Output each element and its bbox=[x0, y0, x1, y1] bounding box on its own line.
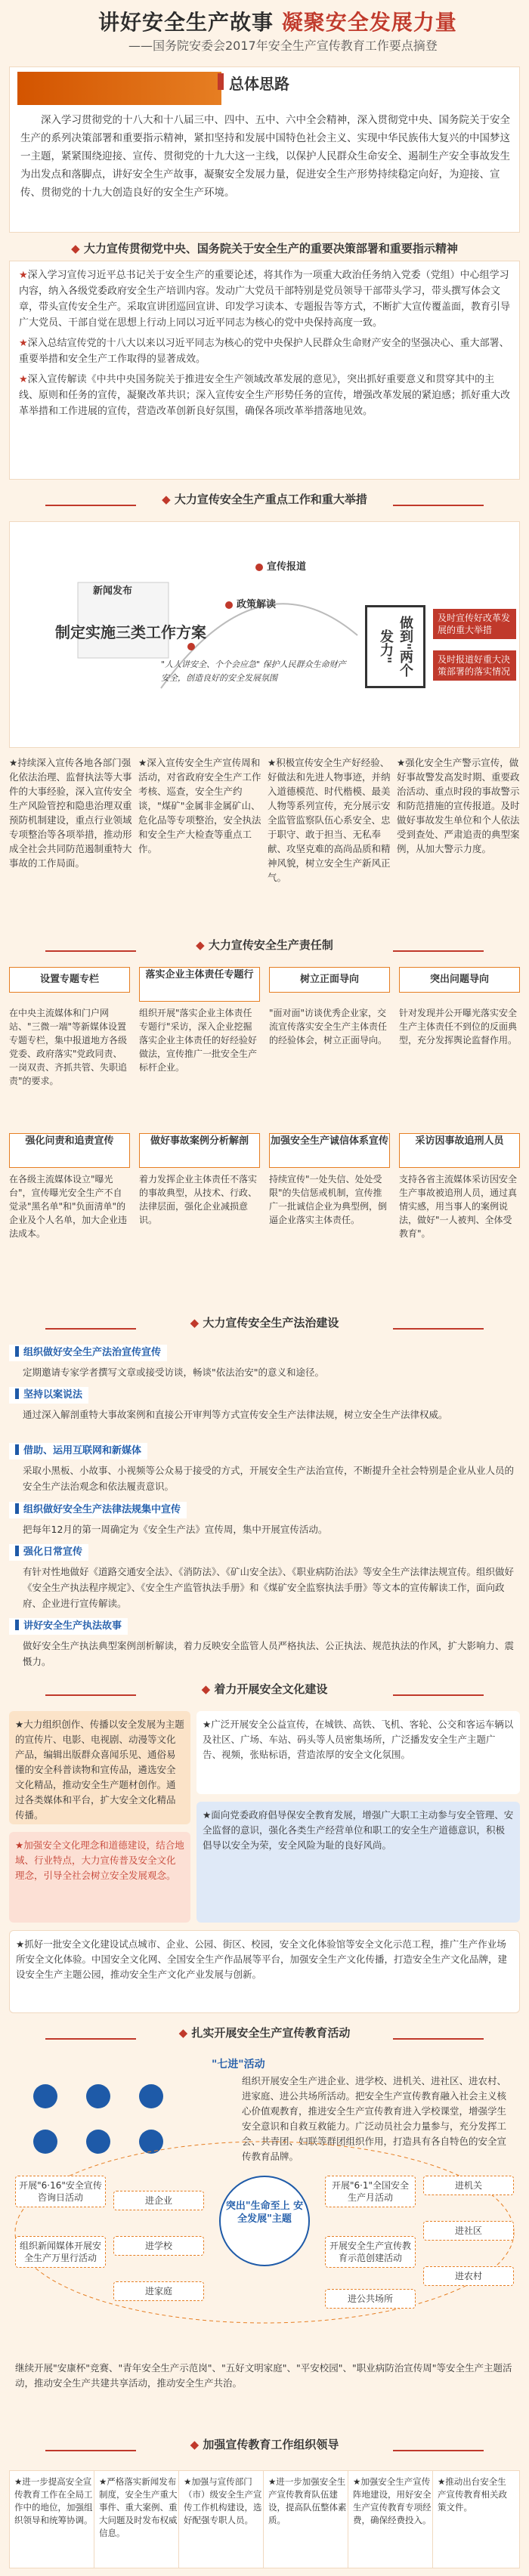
legal-text-5: 有针对性地做好《道路交通安全法》、《消防法》、《矿山安全法》、《职业病防治法》等安全生产法律法规宣传。组织做好《安全生产执法程序规定》、《安全生产监管执法手册》和《煤矿安全监察执法手册》等文本的宣传解读工作，面向政府、企业进行宣传解读。 bbox=[23, 1566, 515, 1609]
sec3-col-3: ★积极宣传安全生产好经验、好做法和先进人物事迹，并纳入道德模范、时代楷模、最美人物等系列宣传，充分展示安全监管监察队伍心系安全、忠于职守、敢于担当、无私奉献、攻坚克难的高尚品质和精神风貌，树立安全生产新风正气。 bbox=[268, 757, 391, 883]
divider bbox=[393, 505, 484, 506]
org-col-6: ★推动出台安全生产宣传教育相关政策文件。 bbox=[432, 2470, 520, 2568]
grid-body-1: 在中央主流媒体和门户网站、"三微一端"等新媒体设置专题专栏，集中报道地方各级党委、政府落实"党政同责、一岗双责、齐抓共管、失职追责"的要求。 bbox=[9, 1008, 128, 1086]
divider bbox=[45, 2038, 136, 2040]
responsibility-grid bbox=[9, 967, 520, 1299]
divider bbox=[45, 950, 136, 952]
sec3-header bbox=[0, 491, 529, 521]
diamond-icon: ◆ bbox=[190, 1316, 203, 1330]
sec3-col-1: ★持续深入宣传各地各部门强化依法治理、监督执法等大事件的大事经验，深入宣传安全生产风险管控和隐患治理双重预防机制建设，重点行业领域专项整治等各项举措，推动形成全社会共同防范遏制重特大事故的工作局面。 bbox=[9, 757, 132, 869]
grid-head-1: 设置专题专栏 bbox=[9, 967, 130, 993]
grid-head-3: 树立正面导向 bbox=[269, 967, 390, 993]
divider bbox=[45, 1328, 136, 1330]
divider bbox=[45, 2450, 136, 2451]
sec2-heading: 大力宣传贯彻党中央、国务院关于安全生产的重要决策部署和重要指示精神 bbox=[83, 242, 458, 255]
overview-heading: 总体思路 bbox=[229, 75, 289, 93]
title-b: 凝聚安全发展力量 bbox=[281, 10, 457, 35]
grid-head-5: 强化问责和追责宣传 bbox=[9, 1133, 130, 1168]
sec6-header bbox=[0, 1681, 529, 1711]
sec2-para-1 bbox=[19, 267, 510, 331]
overview-text: 深入学习贯彻党的十八大和十八届三中、四中、五中、六中全会精神，深入贯彻党中央、国务院关于安全生产的系列决策部署和重要指示精神，紧扣坚持和发展中国特色社会主义、实现中华民族伟大复兴的中国梦这一主题，紧紧围绕迎接、宣传、贯彻党的十九大这一主线，以保护人民群众生命安全、遏制生产安全事故发生为出发点和落脚点，讲好安全生产故事，凝聚安全发展力量，促进安全生产形势持续稳定向好，为迎接、宣传、贯彻党的十九大创造良好的安全生产环境。 bbox=[20, 114, 510, 199]
diagram-tag-1: 及时宣传好改革发展的重大举措 bbox=[433, 609, 516, 639]
activity-node-3: 进机关 bbox=[423, 2176, 514, 2195]
diamond-icon: ◆ bbox=[178, 2026, 192, 2040]
activities-footer: 继续开展"安康杯"竞赛、"青年安全生产示范岗"、"五好文明家庭"、"平安校园"、"职业病防治宣传周"等安全生产主题活动，推动安全生产共建共享活动，推动安全生产共治。 bbox=[15, 2362, 512, 2389]
divider bbox=[393, 2038, 484, 2040]
culture-block-b: ★广泛开展安全公益宣传，在城铁、高铁、飞机、客轮、公交和客运车辆以及社区、广场、车站、码头等人员密集场所，广泛播发安全生产主题广告、视频，张贴标语，营造浓厚的安全文化氛围。 bbox=[196, 1711, 520, 1794]
culture-block-d: ★面向党委政府倡导保安全教育发展，增强广大职工主动参与安全管理、安全监督的意识，强化各类生产经营单位和职工的安全生产道德意识，积极倡导以安全为荣，安全风险为耻的良好风尚。 bbox=[196, 1802, 520, 1923]
legal-text-3: 采取小黑板、小故事、小视频等公众易于接受的方式，开展安全生产法治宣传，不断提升全社会特别是企业从业人员的安全生产法治观念和依法履责意识。 bbox=[23, 1465, 515, 1492]
sec3-col-2: ★深入宣传安全生产宣传周和活动，对省政府安全生产工作考核、巡查，安全生产约谈，"煤矿"金属非金属矿山、危化品等专项整治，安全执法和安全生产大检查等重点工作。 bbox=[138, 757, 261, 854]
sec3-heading: 大力宣传安全生产重点工作和重大举措 bbox=[174, 493, 367, 506]
legal-text-4: 把每年12月的第一周确定为《安全生产法》宣传周，集中开展宣传活动。 bbox=[23, 1524, 328, 1535]
divider bbox=[393, 2450, 484, 2451]
activity-node-1: 进企业 bbox=[113, 2191, 204, 2210]
divider bbox=[45, 505, 136, 506]
grid-body-4: 针对发现并公开曝光落实安全生产主体责任不到位的反面典型，充分发挥舆论监督作用。 bbox=[399, 1008, 518, 1046]
diamond-icon: ◆ bbox=[196, 938, 209, 952]
sec4-header bbox=[0, 937, 529, 967]
legal-tag-3: 借助、运用互联网和新媒体 bbox=[9, 1443, 147, 1459]
sec2-para-2 bbox=[19, 335, 510, 367]
org-col-1: ★进一步提高安全宣传教育工作在全局工作中的地位，加强组织领导和统筹协调。 bbox=[9, 2470, 101, 2568]
diagram-quote: "人人讲安全、个个会应急" 保护人民群众生命财产安全，创造良好的安全发展氛围 bbox=[161, 659, 346, 683]
activity-node-2: 进学校 bbox=[113, 2236, 204, 2256]
star-icon: ★ bbox=[19, 374, 28, 385]
grid-body-2: 组织开展"落实企业主体责任专题行"采访，深入企业挖掘落实企业主体责任的好经验好做法，宣传推广一批安全生产标杆企业。 bbox=[139, 1008, 258, 1073]
sec5-heading: 大力宣传安全生产法治建设 bbox=[203, 1316, 339, 1330]
grid-head-2: 落实企业主体责任专题行 bbox=[139, 967, 260, 1002]
sec3-columns bbox=[9, 755, 520, 929]
two-forces-box bbox=[365, 605, 425, 688]
divider bbox=[45, 1694, 136, 1696]
divider bbox=[393, 1328, 484, 1330]
sec4-heading: 大力宣传安全生产责任制 bbox=[208, 938, 333, 952]
diamond-icon: ◆ bbox=[162, 493, 175, 506]
diagram-label-policy: 政策解读 bbox=[237, 599, 277, 610]
diamond-icon: ◆ bbox=[71, 242, 84, 255]
page-subtitle: ——国务院安委会2017年安全生产宣传教育工作要点摘登 bbox=[128, 39, 438, 53]
legal-tag-5: 强化日常宣传 bbox=[9, 1544, 88, 1561]
work-diagram bbox=[9, 521, 520, 748]
org-col-2: ★严格落实新闻发布制度，安全生产重大事件、重大案例、重大问题及时发布权威信息。 bbox=[94, 2470, 186, 2568]
overview-section bbox=[9, 66, 520, 233]
sec2-p3-text: 深入宣传解读《中共中央国务院关于推进安全生产领域改革发展的意见》，突出抓好重要意义和贯穿其中的主线、原则和任务的宣传，凝聚改革共识；深入宣传安全生产形势任务的宣传，增强改革发展的紧迫感；抓好重大改革举措和工作进展的宣传，营造改革创新良好氛围，确保各项改革举措落地见效。 bbox=[19, 374, 511, 417]
sec2-p2-text: 深入总结宣传党的十八大以来以习近平同志为核心的党中央保护人民群众生命财产安全的坚强决心、重大部署、重要举措和安全生产工作取得的显著成效。 bbox=[19, 338, 509, 365]
org-col-3: ★加强与宣传部门（市）级安全生产宣传工作机构建设，选好配强专职人员。 bbox=[178, 2470, 271, 2568]
grid-head-8: 采访因事故追刑人员 bbox=[399, 1133, 520, 1168]
page-title bbox=[98, 6, 457, 36]
culture-block-e: ★抓好一批安全文化建设试点城市、企业、公园、街区、校园，安全文化体验馆等安全文化示范工程，推广生产作业场所安全文化体验。中国安全文化网、全国安全生产作品展等平台，加强安全生产文化传播，打造安全生产文化品牌，建设安全生产主题公园，推动安全生产文化产业发展与创新。 bbox=[9, 1930, 520, 2013]
sec8-header bbox=[0, 2436, 529, 2466]
legal-text-6: 做好安全生产执法典型案例剖析解读，着力反映安全监管人员严格执法、公正执法、规范执法的作风，扩大影响力、震慑力。 bbox=[23, 1640, 515, 1667]
heading-marker-icon bbox=[218, 73, 224, 90]
grid-head-6: 做好事故案例分析解剖 bbox=[139, 1133, 260, 1168]
diagram-tag-2: 及时报道好重大决策部署的落实情况 bbox=[433, 650, 516, 681]
seven-in-label: "七进"活动 bbox=[212, 2059, 265, 2071]
legal-tag-2: 坚持以案说法 bbox=[9, 1387, 88, 1404]
activity-right-b: 开展安全生产宣传教育示范创建活动 bbox=[325, 2236, 416, 2268]
culture-block-a: ★大力组织创作、传播以安全发展为主题的宣传片、电影、电视剧、动漫等文化产品，编辑出版群众喜闻乐见、通俗易懂的安全科普读物和宣传品，遴选安全文化精品，推动安全生产题材创作。通过各类媒体和平台，扩大安全文化精品传播。 bbox=[9, 1711, 190, 1824]
diamond-icon: ◆ bbox=[190, 2438, 203, 2451]
sec8-heading: 加强宣传教育工作组织领导 bbox=[203, 2438, 339, 2451]
activity-node-7: 进公共场所 bbox=[325, 2289, 416, 2309]
activity-node-5: 进农村 bbox=[423, 2266, 514, 2286]
activities-center: 突出"生命至上 安全发展"主题 bbox=[219, 2176, 310, 2266]
sec2-content bbox=[9, 261, 520, 480]
grid-body-7: 持续宣传"一处失信、处处受限"的失信惩戒机制，宣传推广一批诚信企业为典型例，倒逼企业落实主体责任。 bbox=[269, 1174, 388, 1225]
title-a: 讲好安全生产故事 bbox=[98, 10, 274, 35]
activities-intro: 组织开展安全生产进企业、进学校、进机关、进社区、进农村、进家庭、进公共场所活动。把安全生产宣传教育融入社会主义核心价值观教育，推进安全生产宣传教育进入学校课堂，增强学生安全意识和自救互救能力。广泛动员社会力量参与，充分发挥工会、共青团、妇联等群团组织作用，打造具有各自特色的安全宣传教育品牌。 bbox=[242, 2075, 507, 2162]
sec5-header bbox=[0, 1314, 529, 1345]
activity-right-a: 开展"6·1"全国安全生产月活动 bbox=[325, 2176, 416, 2207]
diagram-label-news: 新闻发布 bbox=[93, 585, 133, 597]
legal-tag-1: 组织做好安全生产法治宣传宣传 bbox=[9, 1345, 167, 1361]
legal-tag-6: 讲好安全生产执法故事 bbox=[9, 1618, 128, 1635]
divider bbox=[393, 950, 484, 952]
two-forces-label: 做到"两个发力" bbox=[378, 616, 413, 678]
star-icon: ★ bbox=[19, 270, 28, 281]
grid-body-5: 在各级主流媒体设立"曝光台"，宣传曝光安全生产不自觉录"黑名单"和"负面清单"的企业及个人名单，加大企业违法成本。 bbox=[9, 1174, 128, 1239]
header bbox=[0, 0, 529, 60]
sec7-heading: 扎实开展安全生产宣传教育活动 bbox=[191, 2026, 351, 2040]
sec7-header bbox=[0, 2025, 529, 2055]
activity-left-a: 开展"6·16"安全宣传咨询日活动 bbox=[15, 2176, 106, 2207]
org-col-5: ★加强安全生产宣传阵地建设，用好安全生产宣传教育专项经费，确保经费投入。 bbox=[348, 2470, 440, 2568]
factory-photo bbox=[17, 72, 221, 105]
grid-head-7: 加强安全生产诚信体系宣传 bbox=[269, 1133, 390, 1168]
diamond-icon: ◆ bbox=[201, 1682, 215, 1696]
diagram-label-report: 宣传报道 bbox=[267, 561, 307, 573]
legal-tag-4: 组织做好安全生产法律法规集中宣传 bbox=[9, 1502, 187, 1518]
diagram-main-label: 制定实施三类工作方案 bbox=[55, 623, 206, 641]
grid-body-8: 支持各省主流媒体采访因安全生产事故被追刑人员，通过真情实感，用当事人的案例说法，做好"一人被判、全体受教育"。 bbox=[399, 1174, 518, 1239]
activity-left-b: 组织新闻媒体开展安全生产万里行活动 bbox=[15, 2236, 106, 2268]
grid-body-3: "面对面"访谈优秀企业家，交流宣传落实安全生产主体责任的经验体会，树立正面导向。 bbox=[269, 1008, 388, 1046]
sec3-col-4: ★强化安全生产警示宣传，做好事故警发高发时期、重要政治活动、重点时段的事故警示和防范措施的宣传报道。及时做好事故发生单位和个人依法受到查处、严肃追责的典型案例，从加大警示力度。 bbox=[397, 757, 520, 854]
sec2-para-3 bbox=[19, 372, 510, 419]
sec6-heading: 着力开展安全文化建设 bbox=[214, 1682, 328, 1696]
grid-head-4: 突出问题导向 bbox=[399, 967, 520, 993]
culture-block-c: ★加强安全文化理念和道德建设，结合地域、行业特点，大力宣传普及安全文化理念，引导全社会树立安全发展观念。 bbox=[9, 1832, 190, 1923]
grid-body-6: 着力发挥企业主体责任不落实的事故典型，从技术、行政、法律层面，强化企业减损意识。 bbox=[139, 1174, 258, 1225]
activity-node-6: 进家庭 bbox=[113, 2281, 204, 2301]
divider bbox=[393, 1694, 484, 1696]
activity-node-4: 进社区 bbox=[423, 2221, 514, 2241]
legal-text-2: 通过深入解剖重特大事故案例和直接公开审判等方式宣传安全生产法律法规，树立安全生产法律权威。 bbox=[23, 1409, 448, 1420]
org-col-4: ★进一步加强安全生产宣传教育队伍建设，提高队伍整体素质。 bbox=[263, 2470, 355, 2568]
sec2-p1-text: 深入学习宣传习近平总书记关于安全生产的重要论述，将其作为一项重大政治任务纳入党委（党组）中心组学习内容，纳入各级党委政府安全生产培训内容。发动广大党员干部特别是党员领导干部带头学习，带头撰写体会文章，带头宣传安全生产。采取宣讲团巡回宣讲、印发学习读本、专题报告等方式，不断扩大宣传覆盖面，教育引导广大党员、干部自觉在思想上行动上同以习近平同志为核心的党中央保持高度一致。 bbox=[19, 270, 511, 329]
legal-text-1: 定期邀请专家学者撰写文章或接受访谈，畅谈"依法治安"的意义和途径。 bbox=[23, 1367, 325, 1378]
star-icon: ★ bbox=[19, 338, 28, 349]
